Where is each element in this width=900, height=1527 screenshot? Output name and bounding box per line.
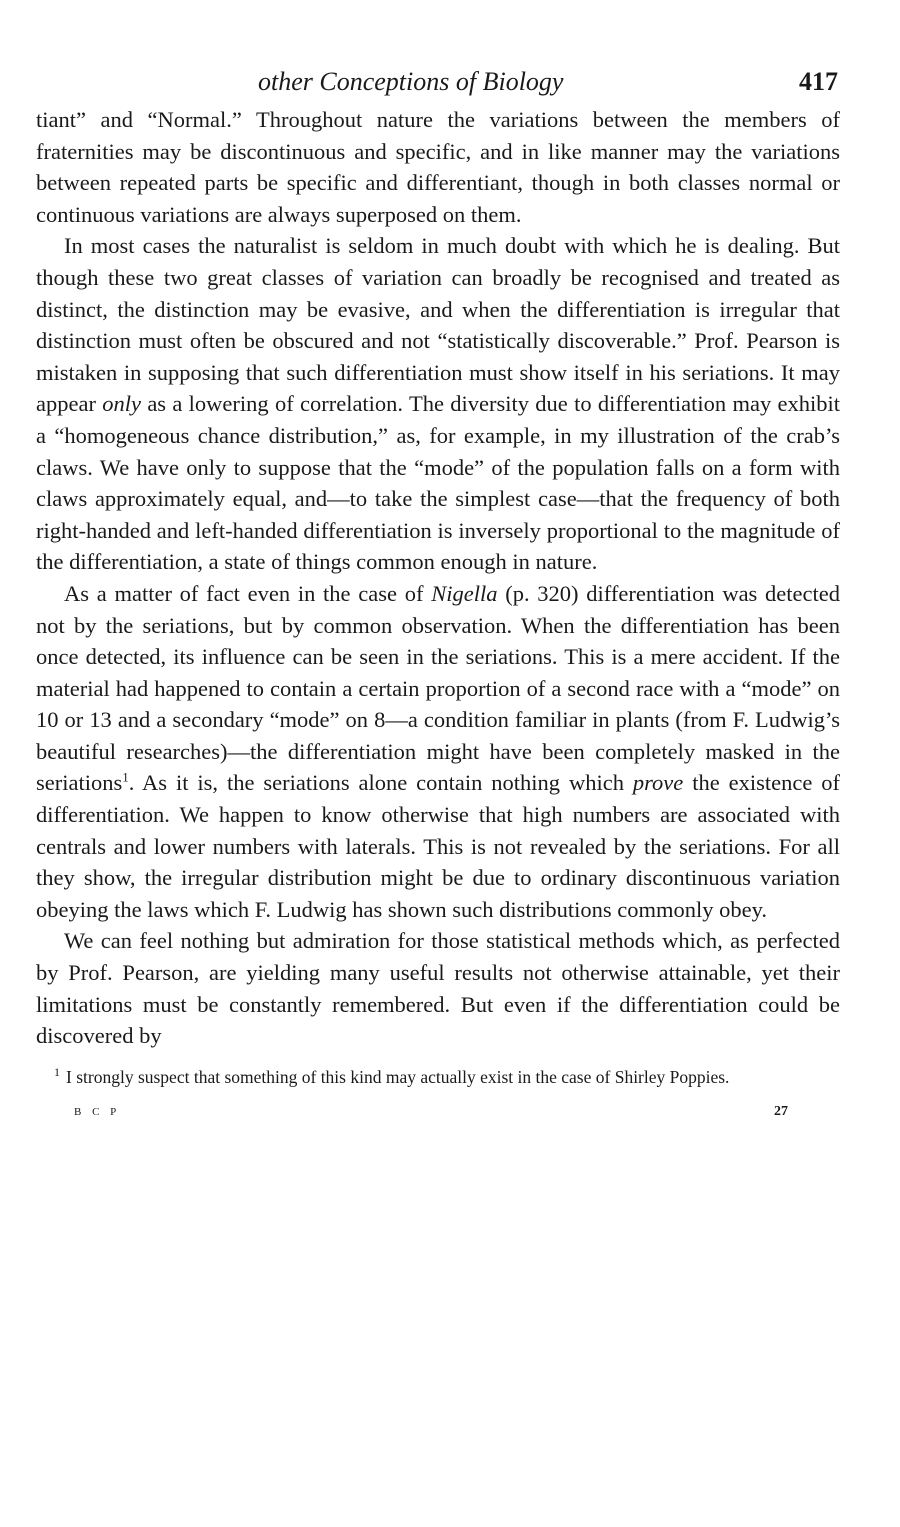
- footnote: [36, 1060, 840, 1090]
- book-page: [36, 60, 840, 1124]
- paragraph-3-text-b: (p. 320) differentiation was detected not by the seriations, but by common observation. When the differentiation has been once detected, its influence can be seen in the seriations. This is a mere accident. If the material had happened to contain a certain proportion of a second race with a “mode” on 10 or 13 and a secondary “mode” on 8—a condition familiar in plants (from F. Ludwig’s beautiful researches)—the differentiation might have been completely masked in the seriations: [36, 580, 840, 796]
- paragraph-3-text-c: . As it is, the seriations alone contain nothing which: [128, 770, 633, 796]
- footnote-text: I strongly suspect that something of this kind may actually exist in the case of Shirley Poppies.: [66, 1066, 730, 1087]
- paragraph-2-emphasis: only: [102, 391, 142, 417]
- running-title: other Conceptions of Biology: [258, 67, 564, 96]
- paragraph-2: [36, 230, 840, 578]
- body-text: [36, 104, 840, 1052]
- footnote-reference[interactable]: 1: [122, 769, 129, 785]
- running-head: [36, 60, 840, 104]
- paragraph-2-text-b: as a lowering of correlation. The diversity due to differentiation may exhibit a “homogeneous chance distribution,” as, for example, in my illustration of the crab’s claws. We have only to suppose that the “mode” of the population falls on a form with claws approximately equal, and—to take the simplest case—that the frequency of both right-handed and left-handed differentiation is inversely proportional to the magnitude of the differentiation, a state of things common enough in nature.: [36, 391, 841, 575]
- paragraph-3-emphasis-nigella: Nigella: [431, 580, 498, 606]
- footnote-mark: 1: [54, 1064, 60, 1079]
- signature-mark: B C P: [74, 1105, 121, 1118]
- paragraph-1: tiant” and “Normal.” Throughout nature the variations between the members of fraternities may be discontinuous and specific, and in like manner may the variations between repeated parts be specific and differentiant, though in both classes normal or continuous variations are always superposed on them.: [36, 107, 840, 227]
- signature-number: 27: [774, 1103, 788, 1119]
- page-number: 417: [799, 67, 838, 96]
- paragraph-2-text-a: In most cases the naturalist is seldom in much doubt with which he is dealing. But though these two great classes of variation can broadly be recognised and treated as distinct, the distinction may be evasive, and when the differentiation is irregular that distinction must often be obscured and not “statistically discoverable.” Prof. Pearson is mistaken in supposing that such differentiation must show itself in his seriations. It may appear: [36, 233, 840, 417]
- paragraph-3-emphasis-prove: prove: [632, 770, 684, 796]
- paragraph-4: We can feel nothing but admiration for those statistical methods which, as perfected by Prof. Pearson, are yielding many useful results not otherwise attainable, yet their limitations must be constantly remembered. But even if the differentiation could be discovered by: [36, 928, 840, 1049]
- paragraph-3: [36, 578, 840, 926]
- signature-line: [36, 1104, 840, 1124]
- paragraph-3-text-d: the existence of differentiation. We happen to know otherwise that high numbers are associated with centrals and lower numbers with laterals. This is not revealed by the seriations. For all they show, the irregular distribution might be due to ordinary discontinuous variation obeying the laws which F. Ludwig has shown such distributions commonly obey.: [36, 770, 840, 922]
- paragraph-3-text-a: As a matter of fact even in the case of: [64, 580, 432, 606]
